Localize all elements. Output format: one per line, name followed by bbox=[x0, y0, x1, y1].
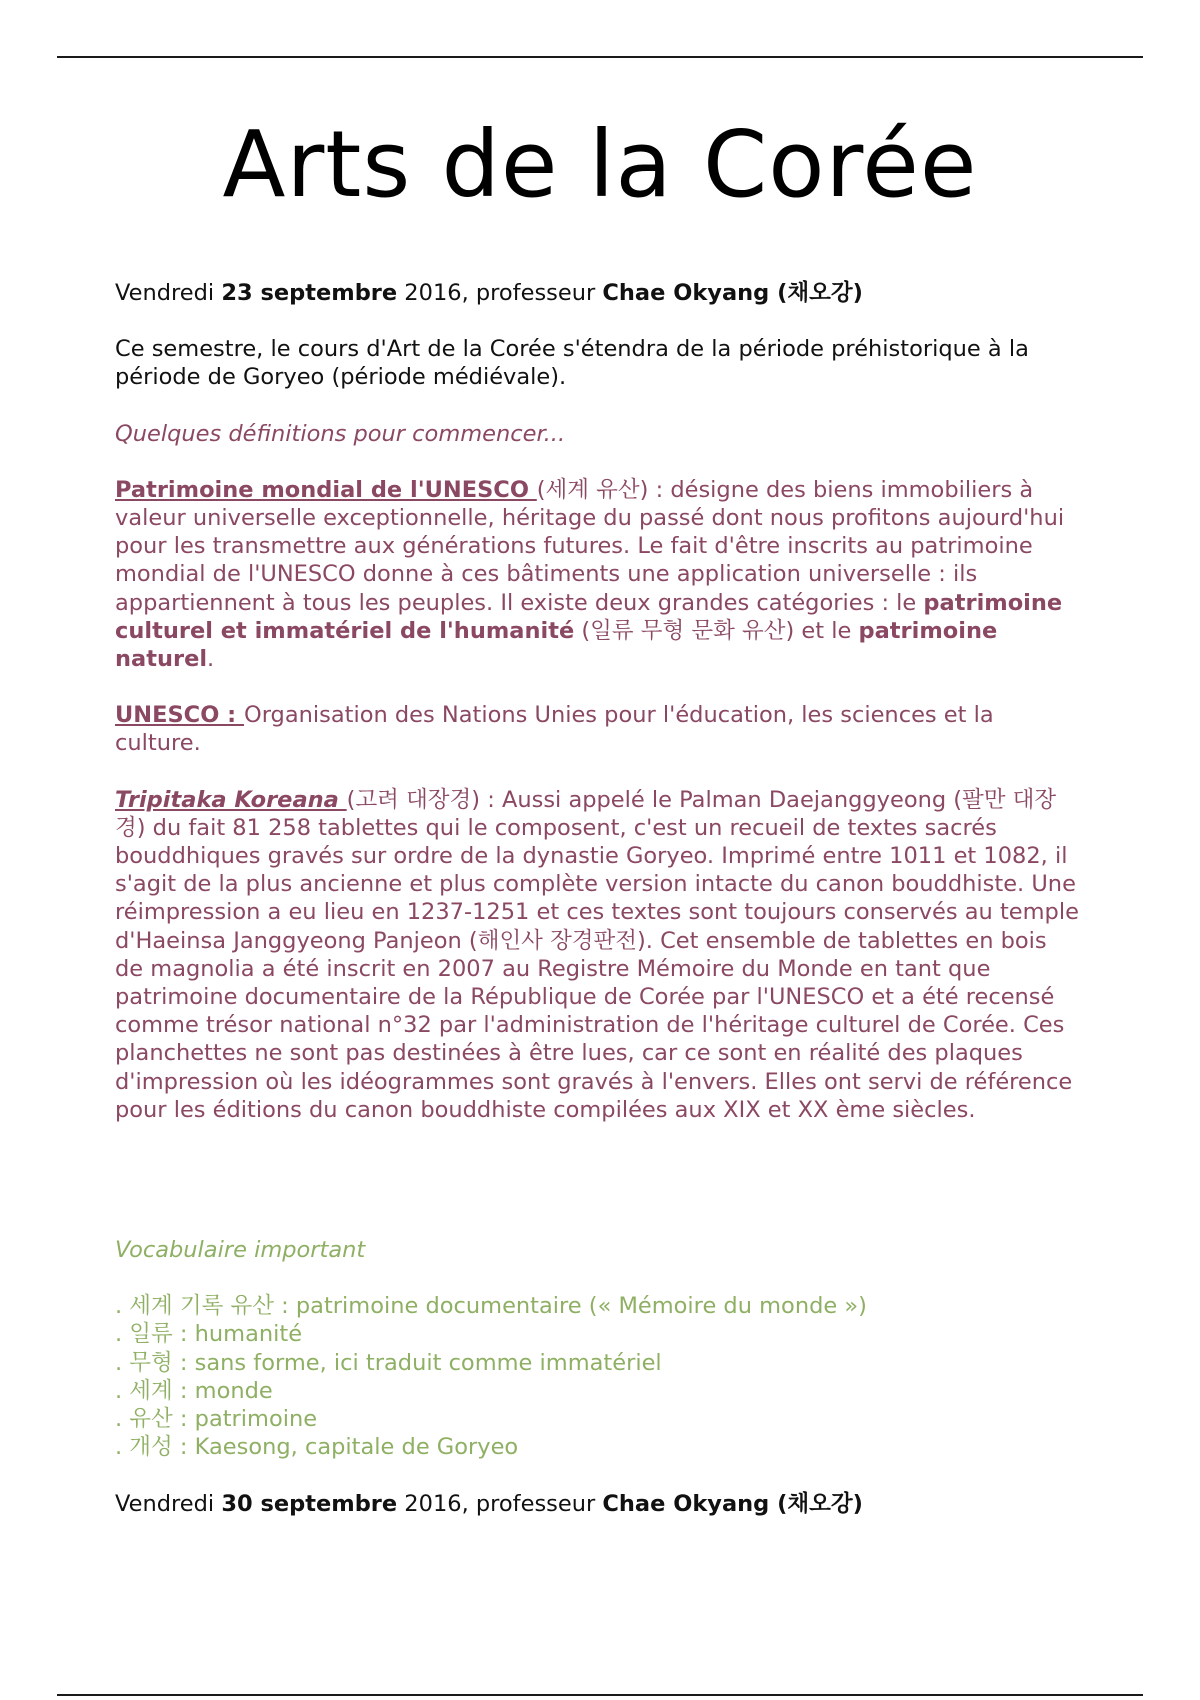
vocab-item: . 세계 : monde bbox=[115, 1377, 273, 1404]
vocab-heading: Vocabulaire important bbox=[115, 1237, 366, 1264]
term-unesco-heritage: Patrimoine mondial de l'UNESCO bbox=[115, 476, 537, 503]
top-rule bbox=[57, 56, 1143, 58]
definition-unesco bbox=[115, 701, 1080, 757]
vocab-item: . 일류 : humanité bbox=[115, 1321, 303, 1348]
vocab-item: . 유산 : patrimoine bbox=[115, 1406, 318, 1433]
session-day: Vendredi bbox=[115, 280, 222, 306]
definition-text: (고려 대장경) : Aussi appelé le Palman Daejanggyeong (팔만 대장경) du fait 81 258 tablettes qui le composent, c'est un recueil de textes sacrés bouddhiques gravés sur ordre de la dynastie Goryeo. Imprimé entre 1011 et 1082, il s'agit de la plus ancienne et plus complète version intacte du canon bouddhiste. Une réimpression a eu lieu en 1237-1251 et ces textes sont toujours conservés au temple d'Haeinsa Janggyeong Panjeon (해인사 장경판전). Cet ensemble de tablettes en bois de magnolia a été inscrit en 2007 au Registre Mémoire du Monde en tant que patrimoine documentaire de la République de Corée par l'UNESCO et a été recensé comme trésor national n°32 par l'administration de l'héritage culturel de Corée. Ces planchettes ne sont pas destinées à être lues, car ce sont en réalité des plaques d'impression où les idéogrammes sont gravés à l'envers. Elles ont servi de référence pour les éditions du canon bouddhiste compilées aux XIX et XX ème siècles. bbox=[115, 786, 1079, 1123]
vocab-item: . 세계 기록 유산 : patrimoine documentaire (« Mémoire du monde ») bbox=[115, 1293, 867, 1320]
session-professor: Chae Okyang (채오강) bbox=[602, 280, 863, 306]
document-body bbox=[115, 279, 1080, 1546]
bold-term-natural: patrimoine naturel bbox=[115, 617, 998, 673]
bottom-rule bbox=[57, 1694, 1143, 1696]
session-date: 30 septembre bbox=[221, 1490, 398, 1517]
session-line-2 bbox=[115, 1490, 1080, 1518]
spacer bbox=[115, 1152, 1080, 1236]
definition-text: (일류 무형 문화 유산) et le bbox=[574, 617, 859, 644]
session-year-label: 2016, professeur bbox=[397, 1490, 603, 1517]
page-title: Arts de la Corée bbox=[222, 111, 978, 218]
intro-paragraph: Ce semestre, le cours d'Art de la Corée s'étendra de la période préhistorique à la période de Goryeo (période médiévale). bbox=[115, 336, 1029, 391]
session-line-1 bbox=[115, 279, 1080, 307]
definition-text: (세계 유산) : désigne des biens immobiliers à valeur universelle exceptionnelle, héritage du passé dont nous profitons aujourd'hui pour les transmettre aux générations futures. Le fait d'être inscrits au patrimoine mondial de l'UNESCO donne à ces bâtiments une application universelle : ils appartiennent à tous les peuples. Il existe deux grandes catégories : le bbox=[115, 476, 1065, 616]
vocab-list bbox=[115, 1292, 1080, 1461]
definition-tripitaka bbox=[115, 786, 1080, 1124]
session-professor: Chae Okyang (채오강) bbox=[602, 1490, 863, 1517]
session-date: 23 septembre bbox=[221, 280, 398, 306]
definitions-heading: Quelques définitions pour commencer... bbox=[115, 420, 566, 447]
term-tripitaka: Tripitaka Koreana bbox=[115, 786, 347, 813]
definition-text: Organisation des Nations Unies pour l'éducation, les sciences et la culture. bbox=[115, 702, 994, 757]
definition-text: . bbox=[207, 646, 215, 673]
bold-term-cultural: patrimoine culturel et immatériel de l'humanité bbox=[115, 589, 1063, 644]
session-year-label: 2016, professeur bbox=[397, 280, 603, 306]
vocab-item: . 개성 : Kaesong, capitale de Goryeo bbox=[115, 1434, 519, 1461]
term-unesco: UNESCO : bbox=[115, 702, 244, 729]
session-day: Vendredi bbox=[115, 1490, 222, 1517]
definition-unesco-heritage bbox=[115, 476, 1080, 673]
vocab-item: . 무형 : sans forme, ici traduit comme immatériel bbox=[115, 1349, 662, 1376]
